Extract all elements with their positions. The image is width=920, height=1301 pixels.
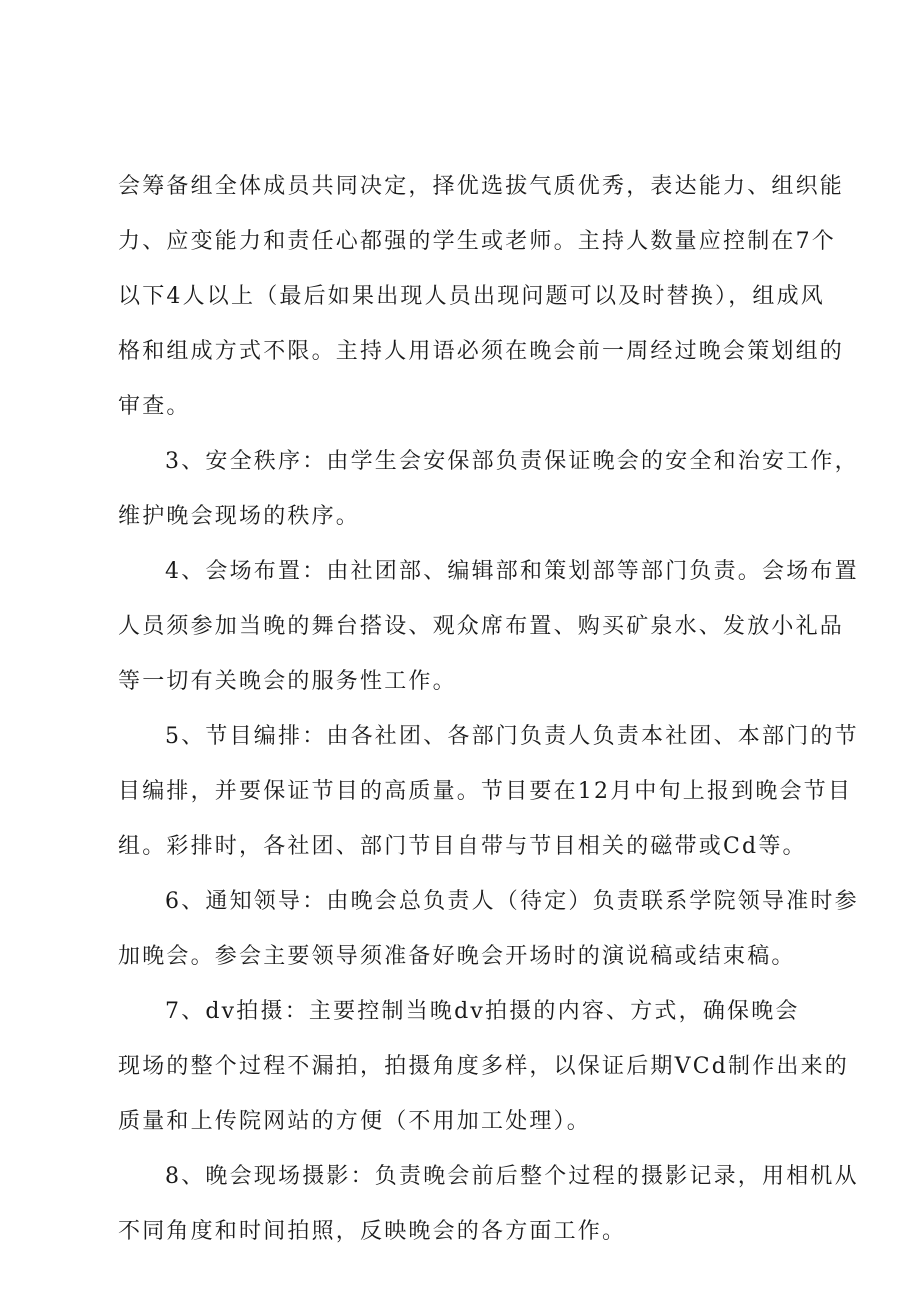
text-line: 组。彩排时，各社团、部门节目自带与节目相关的磁带或Cd等。: [118, 834, 807, 859]
text-line: 以下4人以上（最后如果出现人员出现问题可以及时替换），组成风: [118, 284, 825, 309]
text-line: 格和组成方式不限。主持人用语必须在晚会前一周经过晚会策划组的: [118, 339, 845, 364]
text-line: 力、应变能力和责任心都强的学生或老师。主持人数量应控制在7个: [118, 229, 836, 254]
text-line: 审查。: [118, 394, 191, 419]
paragraph-start: 3、安全秩序：由学生会安保部负责保证晚会的安全和治安工作，: [165, 449, 859, 474]
text-line: 质量和上传院网站的方便（不用加工处理）。: [118, 1109, 592, 1134]
paragraph-start: 5、节目编排：由各社团、各部门负责人负责本社团、本部门的节: [165, 724, 859, 749]
text-line: 现场的整个过程不漏拍，拍摄角度多样，以保证后期VCd制作出来的: [118, 1054, 850, 1079]
text-line: 不同角度和时间拍照，反映晚会的各方面工作。: [118, 1219, 627, 1244]
paragraph-start: 6、通知领导：由晚会总负责人（待定）负责联系学院领导准时参: [165, 889, 859, 914]
paragraph-start: 4、会场布置：由社团部、编辑部和策划部等部门负责。会场布置: [165, 559, 859, 584]
text-line: 人员须参加当晚的舞台搭设、观众席布置、购买矿泉水、发放小礼品: [118, 614, 845, 639]
paragraph-start: 7、dv拍摄：主要控制当晚dv拍摄的内容、方式，确保晚会: [165, 999, 800, 1024]
text-line: 维护晚会现场的秩序。: [118, 504, 361, 529]
text-line: 加晚会。参会主要领导须准备好晚会开场时的演说稿或结束稿。: [118, 944, 796, 969]
paragraph-start: 8、晚会现场摄影：负责晚会前后整个过程的摄影记录，用相机从: [165, 1164, 859, 1189]
text-line: 目编排，并要保证节目的高质量。节目要在12月中旬上报到晚会节目: [118, 779, 853, 804]
text-line: 等一切有关晚会的服务性工作。: [118, 669, 457, 694]
text-line: 会筹备组全体成员共同决定，择优选拔气质优秀，表达能力、组织能: [118, 174, 845, 199]
